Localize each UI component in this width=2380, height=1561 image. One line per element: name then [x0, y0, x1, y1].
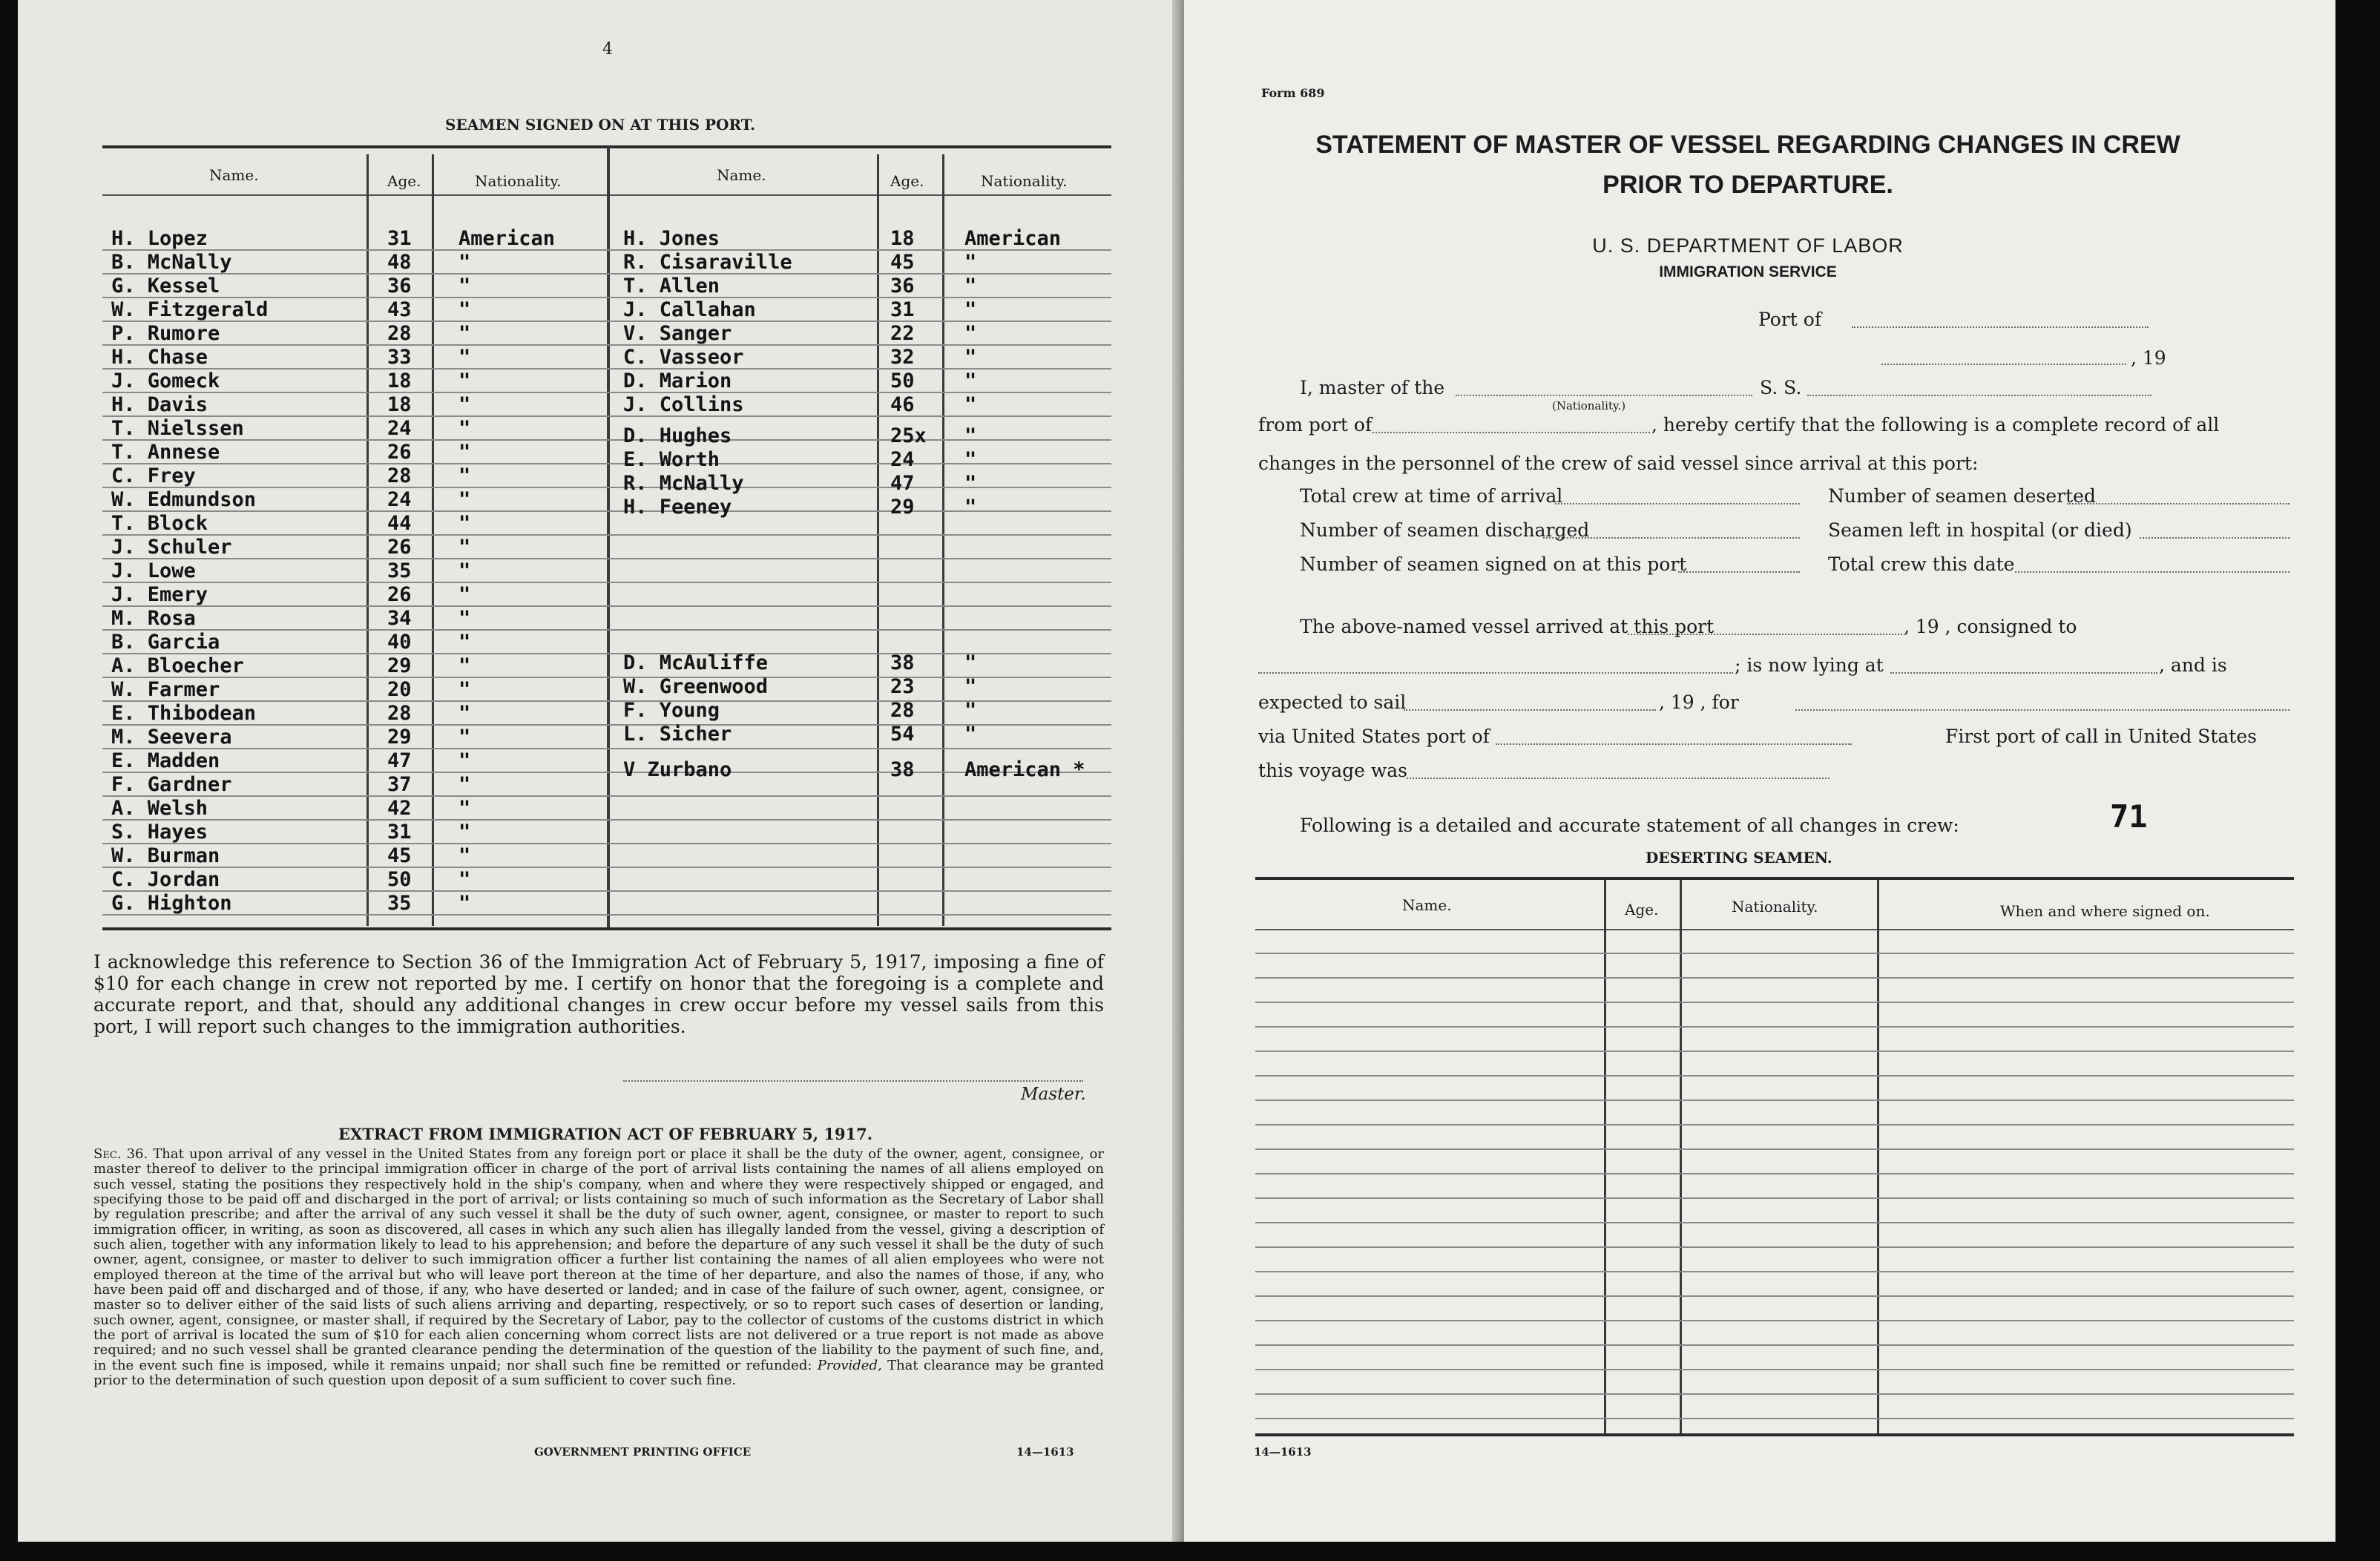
- row-rule: [1255, 1393, 2294, 1395]
- crew-age: 28: [387, 464, 412, 487]
- form-code-left: 14—1613: [1016, 1445, 1074, 1459]
- from-port-field: [1373, 432, 1650, 433]
- crew-age: 50: [890, 369, 915, 392]
- crew-nationality: ": [458, 536, 471, 559]
- consigned-label: , 19 , consigned to: [1904, 616, 2077, 637]
- row-rule: [1255, 1271, 2294, 1272]
- crew-age: 35: [387, 559, 412, 582]
- master-signature-line: [623, 1080, 1083, 1082]
- crew-name: E. Thibodean: [111, 702, 257, 725]
- crew-nationality: ": [458, 346, 471, 369]
- date-field: [1881, 364, 2126, 365]
- crew-name: P. Rumore: [111, 322, 220, 345]
- crew-name: J. Schuler: [111, 536, 232, 559]
- crew-age: 43: [387, 298, 412, 321]
- crew-name: J. Emery: [111, 583, 208, 606]
- crew-age: 50: [387, 868, 412, 891]
- crew-age: 20: [387, 678, 412, 701]
- crew-age: 45: [387, 844, 412, 867]
- row-rule: [102, 914, 1111, 916]
- crew-nationality: ": [964, 346, 977, 369]
- col-divider: [607, 147, 610, 927]
- row-rule: [102, 534, 1111, 536]
- extract-title: EXTRACT FROM IMMIGRATION ACT OF FEBRUARY 5, 1917.: [338, 1125, 873, 1143]
- col-header-nationality: Nationality.: [475, 172, 562, 190]
- crew-age: 38: [890, 758, 915, 781]
- crew-name: H. Chase: [111, 346, 208, 369]
- crew-nationality: ": [458, 773, 471, 796]
- crew-nationality: ": [458, 868, 471, 891]
- crew-nationality: ": [964, 651, 977, 674]
- crew-name: J. Callahan: [623, 298, 756, 321]
- nationality-hint: (Nationality.): [1552, 399, 1626, 413]
- row-rule: [102, 558, 1111, 559]
- master-of-label: I, master of the: [1300, 377, 1445, 398]
- crew-name: V Zurbano: [623, 758, 732, 781]
- crew-nationality: ": [458, 631, 471, 654]
- extract-proviso-lead: Provided,: [817, 1357, 882, 1373]
- row-rule: [102, 867, 1111, 868]
- crew-name: W. Burman: [111, 844, 220, 867]
- crew-age: 47: [890, 472, 915, 495]
- total-crew-arrival-label: Total crew at time of arrival: [1300, 485, 1563, 507]
- crew-name: C. Jordan: [111, 868, 220, 891]
- crew-name: B. McNally: [111, 251, 232, 274]
- crew-name: H. Jones: [623, 227, 720, 250]
- row-rule: [102, 415, 1111, 417]
- extract-section-lead: Sec. 36.: [93, 1146, 148, 1162]
- deserting-col-when-where: When and where signed on.: [2000, 902, 2210, 920]
- row-rule: [102, 439, 1111, 441]
- crew-nationality: ": [964, 472, 977, 495]
- row-rule: [102, 772, 1111, 773]
- crew-age: 54: [890, 723, 915, 746]
- crew-name: E. Worth: [623, 448, 720, 471]
- crew-nationality: ": [458, 369, 471, 392]
- crew-name: W. Edmundson: [111, 488, 257, 511]
- row-rule: [102, 605, 1111, 607]
- crew-age: 24: [387, 417, 412, 440]
- scan-border-right: [2335, 0, 2380, 1561]
- crew-name: T. Annese: [111, 441, 220, 464]
- crew-nationality: ": [458, 797, 471, 820]
- deserting-bottom-rule: [1255, 1433, 2294, 1436]
- seamen-discharged-field: [1543, 537, 1800, 539]
- crew-age: 26: [387, 441, 412, 464]
- page-number: 4: [602, 40, 613, 59]
- crew-age: 18: [387, 393, 412, 416]
- crew-age: 31: [387, 227, 412, 250]
- service: IMMIGRATION SERVICE: [1659, 263, 1837, 280]
- col-header-name: Name.: [717, 166, 766, 184]
- crew-nationality: ": [964, 393, 977, 416]
- master-label: Master.: [1021, 1085, 1086, 1104]
- crew-age: 24: [890, 448, 915, 471]
- col-divider: [942, 154, 944, 926]
- crew-nationality: ": [458, 488, 471, 511]
- crew-name: L. Sicher: [623, 723, 732, 746]
- col-divider: [877, 154, 879, 926]
- arrived-label: The above-named vessel arrived at this port: [1300, 616, 1715, 637]
- crew-name: M. Seevera: [111, 726, 232, 749]
- row-rule: [102, 890, 1111, 892]
- right-page: [1184, 0, 2380, 1561]
- crew-age: 28: [387, 702, 412, 725]
- deserting-col-nationality: Nationality.: [1732, 898, 1818, 916]
- crew-name: W. Greenwood: [623, 675, 769, 698]
- crew-name: A. Welsh: [111, 797, 208, 820]
- printing-office: GOVERNMENT PRINTING OFFICE: [534, 1445, 752, 1459]
- row-rule: [102, 843, 1111, 844]
- extract-body: [93, 1147, 1104, 1388]
- crew-nationality: ": [458, 417, 471, 440]
- row-rule: [102, 463, 1111, 464]
- crew-nationality: ": [964, 675, 977, 698]
- deserting-col-age: Age.: [1625, 901, 1659, 918]
- row-rule: [102, 819, 1111, 821]
- crew-age: 36: [890, 275, 915, 298]
- crew-nationality: ": [458, 821, 471, 844]
- crew-nationality: ": [458, 298, 471, 321]
- col-divider: [1680, 880, 1682, 1433]
- form-code-right: 14—1613: [1254, 1445, 1312, 1459]
- crew-nationality: American: [964, 227, 1062, 250]
- crew-nationality: ": [458, 678, 471, 701]
- crew-nationality: ": [964, 369, 977, 392]
- crew-name: H. Davis: [111, 393, 208, 416]
- crew-age: 36: [387, 275, 412, 298]
- row-rule: [102, 653, 1111, 654]
- row-rule: [1255, 1075, 2294, 1077]
- certify-text: , hereby certify that the following is a complete record of all: [1651, 414, 2220, 436]
- row-rule: [1255, 1222, 2294, 1223]
- crew-name: H. Feeney: [623, 496, 732, 519]
- row-rule: [1255, 1002, 2294, 1003]
- following-text: Following is a detailed and accurate statement of all changes in crew:: [1300, 815, 1959, 836]
- crew-name: J. Lowe: [111, 559, 196, 582]
- row-rule: [1255, 1173, 2294, 1174]
- handwritten-count: 71: [2110, 798, 2148, 835]
- row-rule: [1255, 1148, 2294, 1150]
- crew-nationality: ": [458, 464, 471, 487]
- crew-nationality: ": [964, 723, 977, 746]
- crew-age: 34: [387, 607, 412, 630]
- acknowledgement-paragraph: I acknowledge this reference to Section 36 of the Immigration Act of February 5, 1917, imposing a fine of $10 for each change in crew not reported by me. I certify on honor that the foregoing is a complete and accurate report, and that, should any additional changes in crew occur before my vessel sails from this port, I will report such changes to the immigration authorities.: [93, 951, 1104, 1037]
- row-rule: [102, 249, 1111, 251]
- seamen-deserted-field: [2067, 503, 2289, 505]
- col-divider: [366, 154, 369, 926]
- crew-name: S. Hayes: [111, 821, 208, 844]
- row-rule: [102, 344, 1111, 346]
- form-title-line1: STATEMENT OF MASTER OF VESSEL REGARDING CHANGES IN CREW: [1315, 131, 2180, 159]
- row-rule: [102, 795, 1111, 797]
- extract-proviso-text: That clearance may be granted prior to the determination of such question upon deposit of a sum sufficient to cover such fine.: [93, 1357, 1104, 1388]
- crew-name: T. Block: [111, 512, 208, 535]
- via-port-field: [1496, 743, 1852, 745]
- crew-nationality: ": [458, 702, 471, 725]
- scan-border-bottom: [0, 1542, 2380, 1561]
- destination-field: [1795, 709, 2289, 711]
- row-rule: [102, 677, 1111, 678]
- crew-age: 29: [387, 726, 412, 749]
- crew-nationality: ": [458, 512, 471, 535]
- row-rule: [102, 392, 1111, 393]
- row-rule: [1255, 1124, 2294, 1125]
- crew-age: 29: [890, 496, 915, 519]
- crew-age: 31: [387, 821, 412, 844]
- seamen-discharged-label: Number of seamen discharged: [1300, 519, 1590, 541]
- crew-name: F. Gardner: [111, 773, 232, 796]
- row-rule: [1255, 953, 2294, 954]
- crew-name: F. Young: [623, 699, 720, 722]
- vessel-name-field: [1807, 395, 2151, 396]
- crew-age: 18: [890, 227, 915, 250]
- year-label: , 19: [2131, 347, 2166, 369]
- changes-line: changes in the personnel of the crew of said vessel since arrival at this port:: [1258, 453, 1979, 474]
- extract-section-text: That upon arrival of any vessel in the United States from any foreign port or place it shall be the duty of the owner, agent, consignee, or master thereof to deliver to the principal immigration officer in charge of the port of arrival lists containing the names of all aliens employed on such vessel, stating the positions they respectively hold in the ship's company, when and where they were respectively shipped or engaged, and specifying those to be paid off and discharged in the port of arrival; or lists containing so much of such information as the Secretary of Labor shall by regulation prescribe; and after the arrival of any such vessel it shall be the duty of such owner, agent, consignee, or master to report to such immigration officer, in writing, as soon as discovered, all cases in which any such alien has illegally landed from the vessel, giving a description of such alien, together with any information likely to lead to his apprehension; and before the departure of any such vessel it shall be the duty of such owner, agent, consignee, or master to deliver to such immigration officer a further list containing the names of all alien employees who were not employed thereon at the time of the arrival but who will leave port thereon at the time of her departure, and also the names of those, if any, who have been paid off and discharged and of those, if any, who have deserted or landed; and in case of the failure of such owner, agent, consignee, or master so to deliver either of the said lists of such aliens arriving and departing, respectively, or so to report such cases of desertion or landing, such owner, agent, consignee, or master shall, if required by the Secretary of Labor, pay to the collector of customs of the customs district in which the port of arrival is located the sum of $10 for each alien concerning whom correct lists are not delivered or a true report is not made as above required; and no such vessel shall be granted clearance pending the determination of the question of the liability to the payment of such fine, and, in the event such fine is imposed, while it remains unpaid; nor shall such fine be remitted or refunded:: [93, 1146, 1104, 1373]
- lying-at-field: [1890, 672, 2157, 674]
- col-header-name: Name.: [209, 166, 259, 184]
- crew-age: 25x: [890, 424, 927, 447]
- crew-nationality: ": [964, 448, 977, 471]
- row-rule: [102, 273, 1111, 275]
- arrived-field: [1628, 634, 1902, 635]
- col-divider: [1604, 880, 1606, 1433]
- crew-nationality: ": [458, 322, 471, 345]
- crew-nationality: ": [458, 749, 471, 772]
- col-divider: [1877, 880, 1879, 1433]
- total-crew-arrival-field: [1555, 503, 1800, 505]
- port-of-label: Port of: [1758, 309, 1822, 330]
- port-of-field: [1852, 326, 2149, 328]
- col-divider: [432, 154, 434, 926]
- crew-name: M. Rosa: [111, 607, 196, 630]
- crew-age: 46: [890, 393, 915, 416]
- crew-name: W. Fitzgerald: [111, 298, 269, 321]
- row-rule: [102, 629, 1111, 631]
- deserting-col-name: Name.: [1402, 896, 1452, 914]
- hospital-field: [2140, 537, 2289, 539]
- crew-nationality: ": [964, 275, 977, 298]
- crew-nationality: ": [458, 844, 471, 867]
- crew-name: D. Hughes: [623, 424, 732, 447]
- crew-age: 26: [387, 536, 412, 559]
- seamen-heading: SEAMEN SIGNED ON AT THIS PORT.: [445, 116, 756, 134]
- crew-nationality: ": [458, 607, 471, 630]
- crew-age: 18: [387, 369, 412, 392]
- col-header-nationality: Nationality.: [981, 172, 1068, 190]
- row-rule: [1255, 1295, 2294, 1297]
- crew-name: G. Kessel: [111, 275, 220, 298]
- row-rule: [102, 748, 1111, 749]
- crew-age: 48: [387, 251, 412, 274]
- form-title-line2: PRIOR TO DEPARTURE.: [1602, 171, 1893, 199]
- row-rule: [102, 582, 1111, 583]
- crew-name: T. Allen: [623, 275, 720, 298]
- crew-name: A. Bloecher: [111, 654, 244, 677]
- total-crew-date-label: Total crew this date: [1828, 553, 2015, 575]
- seamen-deserted-label: Number of seamen deserted: [1828, 485, 2096, 507]
- crew-name: J. Gomeck: [111, 369, 220, 392]
- crew-nationality: ": [458, 559, 471, 582]
- row-rule: [1255, 1344, 2294, 1346]
- deserting-header-rule: [1255, 929, 2294, 930]
- crew-age: 31: [890, 298, 915, 321]
- deserting-heading: DESERTING SEAMEN.: [1646, 849, 1832, 867]
- crew-nationality: ": [458, 275, 471, 298]
- crew-age: 28: [387, 322, 412, 345]
- crew-age: 40: [387, 631, 412, 654]
- voyage-field: [1407, 778, 1830, 779]
- consignee-field: [1258, 672, 1733, 674]
- crew-name: V. Sanger: [623, 322, 732, 345]
- via-port-label: via United States port of: [1258, 726, 1490, 747]
- crew-name: W. Farmer: [111, 678, 220, 701]
- crew-age: 32: [890, 346, 915, 369]
- total-crew-date-field: [2015, 571, 2289, 573]
- crew-nationality: ": [964, 424, 977, 447]
- expected-label: expected to sail: [1258, 691, 1407, 713]
- crew-nationality: ": [964, 496, 977, 519]
- row-rule: [1255, 1320, 2294, 1321]
- crew-name: T. Nielssen: [111, 417, 244, 440]
- row-rule: [1255, 1026, 2294, 1028]
- hospital-label: Seamen left in hospital (or died): [1828, 519, 2132, 541]
- crew-name: B. Garcia: [111, 631, 220, 654]
- row-rule: [1255, 1197, 2294, 1199]
- crew-age: 44: [387, 512, 412, 535]
- ss-label: S. S.: [1760, 377, 1802, 398]
- signed-on-label: Number of seamen signed on at this port: [1300, 553, 1687, 575]
- row-rule: [1255, 1051, 2294, 1052]
- crew-name: J. Collins: [623, 393, 744, 416]
- crew-nationality: ": [458, 583, 471, 606]
- voyage-label: this voyage was: [1258, 760, 1408, 781]
- crew-age: 29: [387, 654, 412, 677]
- crew-nationality: American *: [964, 758, 1085, 781]
- crew-name: E. Madden: [111, 749, 220, 772]
- crew-age: 24: [387, 488, 412, 511]
- crew-nationality: ": [964, 699, 977, 722]
- row-rule: [1255, 1246, 2294, 1248]
- crew-name: D. McAuliffe: [623, 651, 769, 674]
- crew-age: 33: [387, 346, 412, 369]
- crew-age: 47: [387, 749, 412, 772]
- crew-age: 37: [387, 773, 412, 796]
- crew-age: 42: [387, 797, 412, 820]
- crew-age: 26: [387, 583, 412, 606]
- department: U. S. DEPARTMENT OF LABOR: [1592, 234, 1904, 257]
- first-port-label: First port of call in United States: [1945, 726, 2257, 747]
- deserting-top-rule: [1255, 877, 2294, 880]
- crew-name: C. Frey: [111, 464, 196, 487]
- scan-border-left: [0, 0, 18, 1561]
- crew-age: 45: [890, 251, 915, 274]
- crew-name: R. McNally: [623, 472, 744, 495]
- crew-nationality: ": [458, 654, 471, 677]
- crew-nationality: ": [964, 322, 977, 345]
- form-label: Form 689: [1261, 86, 1325, 100]
- crew-age: 38: [890, 651, 915, 674]
- crew-name: C. Vasseor: [623, 346, 744, 369]
- col-header-age: Age.: [890, 172, 924, 190]
- crew-nationality: ": [458, 441, 471, 464]
- row-rule: [102, 368, 1111, 369]
- col-header-age: Age.: [387, 172, 421, 190]
- crew-nationality: ": [458, 251, 471, 274]
- crew-age: 23: [890, 675, 915, 698]
- lying-at-label: ; is now lying at: [1735, 654, 1884, 676]
- crew-nationality: ": [964, 251, 977, 274]
- crew-name: R. Cisaraville: [623, 251, 792, 274]
- row-rule: [1255, 977, 2294, 979]
- crew-nationality: ": [458, 892, 471, 915]
- crew-nationality: ": [458, 393, 471, 416]
- sail-date-field: [1404, 709, 1656, 711]
- crew-age: 22: [890, 322, 915, 345]
- from-port-label: from port of: [1258, 414, 1373, 436]
- row-rule: [1255, 1369, 2294, 1370]
- row-rule: [1255, 1418, 2294, 1419]
- row-rule: [1255, 1100, 2294, 1101]
- nationality-field: [1456, 395, 1752, 396]
- left-page: [0, 0, 1184, 1561]
- table-bottom-rule: [102, 927, 1111, 930]
- crew-nationality: ": [964, 298, 977, 321]
- crew-nationality: American: [458, 227, 556, 250]
- crew-name: D. Marion: [623, 369, 732, 392]
- crew-name: H. Lopez: [111, 227, 208, 250]
- for-label: , 19 , for: [1659, 691, 1739, 713]
- signed-on-field: [1678, 571, 1800, 573]
- crew-age: 28: [890, 699, 915, 722]
- crew-age: 35: [387, 892, 412, 915]
- crew-name: G. Highton: [111, 892, 232, 915]
- and-is-label: , and is: [2159, 654, 2227, 676]
- crew-nationality: ": [458, 726, 471, 749]
